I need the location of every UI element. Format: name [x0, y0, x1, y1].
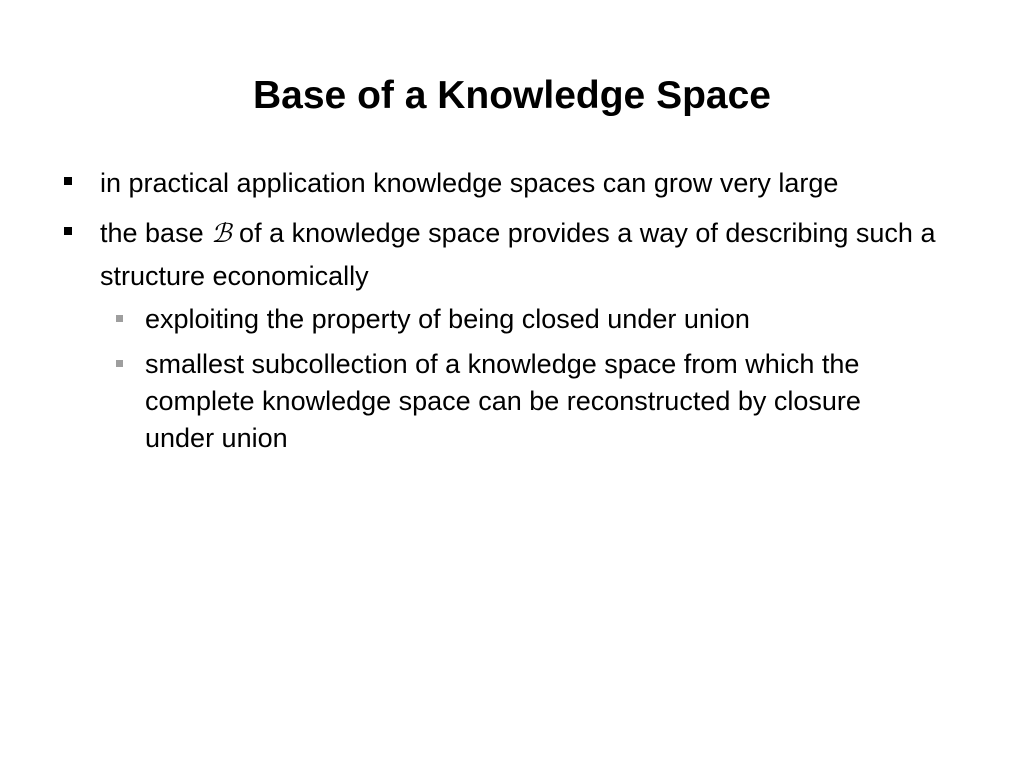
gray-square-bullet-icon: [116, 360, 123, 367]
bullet-text: in practical application knowledge spaces can grow very large: [100, 168, 839, 198]
sub-bullet-list: [0, 301, 1024, 457]
math-symbol-base: ℬ: [211, 219, 232, 249]
sub-bullet-text: exploiting the property of being closed under union: [145, 304, 750, 334]
gray-square-bullet-icon: [116, 315, 123, 322]
square-bullet-icon: [64, 177, 72, 185]
sub-bullet-item: [145, 346, 935, 457]
slide-title: Base of a Knowledge Space: [253, 74, 771, 117]
bullet-item: [100, 212, 970, 297]
bullet-text-before: the base: [100, 218, 212, 248]
square-bullet-icon: [64, 227, 72, 235]
bullet-list: [0, 162, 1024, 465]
sub-bullet-text: smallest subcollection of a knowledge space from which the complete knowledge space can be reconstructed by closure under union: [145, 349, 861, 453]
sub-bullet-item: [145, 301, 935, 338]
bullet-item: [100, 162, 970, 204]
bullet-text-after: of a knowledge space provides a way of describing such a structure economically: [100, 218, 936, 291]
